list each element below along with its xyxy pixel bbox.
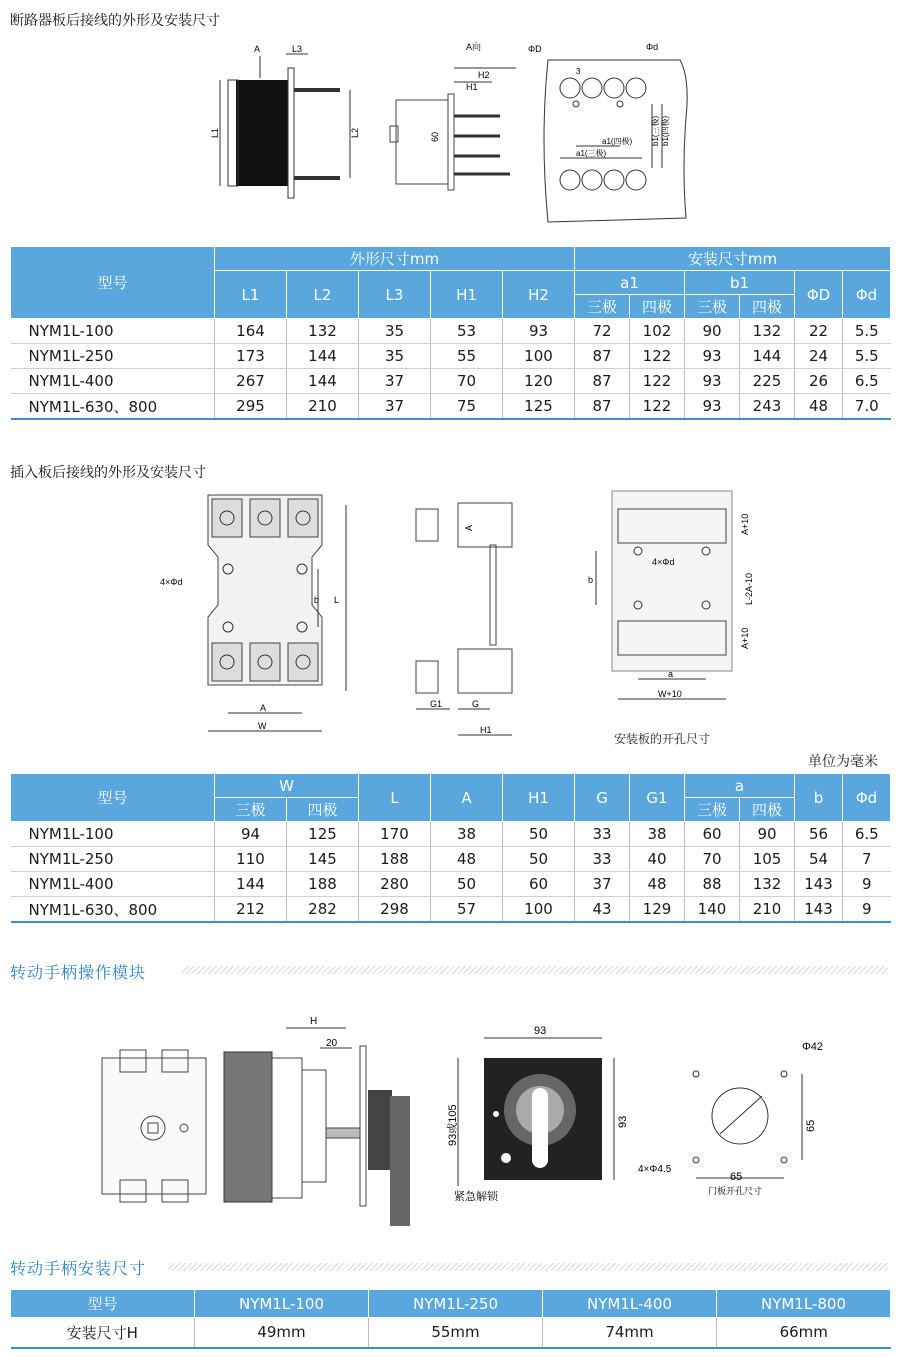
value-cell: 90 bbox=[740, 822, 795, 847]
handle-side-view bbox=[224, 1028, 410, 1226]
value-cell: 70 bbox=[685, 847, 740, 872]
handle-front-view bbox=[102, 1050, 206, 1202]
section3-title: 转动手柄操作模块 bbox=[10, 963, 147, 982]
value-cell: 93 bbox=[685, 344, 740, 369]
value-cell: 110 bbox=[215, 847, 287, 872]
label-h1: H1 bbox=[480, 725, 492, 735]
label-60: 60 bbox=[430, 131, 440, 142]
value-cell: 9 bbox=[843, 897, 891, 923]
value-cell: 144 bbox=[215, 872, 287, 897]
col-h1: H1 bbox=[431, 271, 503, 319]
value-cell: 102 bbox=[630, 319, 685, 344]
value-cell: 9 bbox=[843, 872, 891, 897]
label-a1-three: a1(三极) bbox=[576, 149, 607, 158]
value-cell: 6.5 bbox=[843, 822, 891, 847]
table-row bbox=[11, 897, 891, 923]
section4-divider bbox=[168, 1263, 888, 1271]
label-emergency: 紧急解锁 bbox=[454, 1191, 498, 1203]
model-cell: NYM1L-100 bbox=[11, 319, 215, 344]
col-nym1l-800: NYM1L-800 bbox=[717, 1290, 891, 1318]
label-20: 20 bbox=[326, 1038, 338, 1049]
value-cell: 70 bbox=[431, 369, 503, 394]
value-cell: 54 bbox=[795, 847, 843, 872]
col-a1: a1 bbox=[575, 271, 685, 295]
value-cell: 212 bbox=[215, 897, 287, 923]
value-cell: 173 bbox=[215, 344, 287, 369]
value-cell: 33 bbox=[575, 822, 630, 847]
cell-h-400: 74mm bbox=[543, 1318, 717, 1348]
value-cell: 38 bbox=[431, 822, 503, 847]
label-phi42: Φ42 bbox=[802, 1041, 824, 1053]
section2-title: 插入板后接线的外形及安装尺寸 bbox=[10, 465, 206, 481]
col-b: b bbox=[795, 774, 843, 822]
col-a1-three: 三极 bbox=[575, 295, 630, 319]
model-cell: NYM1L-630、800 bbox=[11, 897, 215, 923]
breaker-side-view bbox=[220, 54, 350, 198]
model-cell: NYM1L-100 bbox=[11, 822, 215, 847]
plug-in-drawing bbox=[150, 485, 770, 745]
value-cell: 132 bbox=[740, 319, 795, 344]
label-phi-d-big: ΦD bbox=[528, 44, 542, 54]
model-cell: NYM1L-250 bbox=[11, 344, 215, 369]
col-a-three: 三极 bbox=[685, 798, 740, 822]
label-93-or-105: 93或105 bbox=[447, 1104, 459, 1146]
col-model: 型号 bbox=[11, 774, 215, 822]
value-cell: 280 bbox=[359, 872, 431, 897]
value-cell: 48 bbox=[630, 872, 685, 897]
col-w-three: 三极 bbox=[215, 798, 287, 822]
label-a10-top: A+10 bbox=[740, 513, 750, 535]
col-b1: b1 bbox=[685, 271, 795, 295]
value-cell: 125 bbox=[287, 822, 359, 847]
section4-title: 转动手柄安装尺寸 bbox=[10, 1259, 147, 1278]
label-h: H bbox=[310, 1016, 318, 1027]
value-cell: 37 bbox=[359, 394, 431, 420]
label-b: b bbox=[314, 595, 320, 605]
value-cell: 188 bbox=[287, 872, 359, 897]
value-cell: 38 bbox=[630, 822, 685, 847]
label-g: G bbox=[472, 699, 480, 709]
col-h2: H2 bbox=[503, 271, 575, 319]
handle-panel-view bbox=[458, 1038, 614, 1186]
value-cell: 87 bbox=[575, 369, 630, 394]
label-93-side: 93 bbox=[617, 1115, 629, 1128]
col-a-four: 四极 bbox=[740, 798, 795, 822]
cell-h-100: 49mm bbox=[195, 1318, 369, 1348]
label-l1: L1 bbox=[210, 127, 220, 138]
col-w-four: 四极 bbox=[287, 798, 359, 822]
value-cell: 35 bbox=[359, 319, 431, 344]
table-row bbox=[11, 872, 891, 897]
label-b1-three: b1(三极) bbox=[651, 115, 660, 146]
col-g1: G1 bbox=[630, 774, 685, 822]
value-cell: 210 bbox=[740, 897, 795, 923]
value-cell: 144 bbox=[287, 369, 359, 394]
col-g: G bbox=[575, 774, 630, 822]
col-nym1l-250: NYM1L-250 bbox=[369, 1290, 543, 1318]
value-cell: 94 bbox=[215, 822, 287, 847]
col-l3: L3 bbox=[359, 271, 431, 319]
col-w: W bbox=[215, 774, 359, 798]
value-cell: 75 bbox=[431, 394, 503, 420]
label-65-v: 65 bbox=[805, 1119, 817, 1132]
table-row bbox=[11, 319, 891, 344]
section3-divider bbox=[182, 966, 888, 974]
label-a-cut: a bbox=[668, 669, 674, 679]
value-cell: 144 bbox=[740, 344, 795, 369]
table-row bbox=[11, 394, 891, 420]
label-3: 3 bbox=[576, 67, 581, 76]
value-cell: 7.0 bbox=[843, 394, 891, 420]
group-install: 安装尺寸mm bbox=[575, 247, 891, 271]
label-a: A bbox=[260, 703, 267, 713]
label-b-cut: b bbox=[588, 575, 594, 585]
breaker-a-view bbox=[390, 68, 516, 190]
value-cell: 143 bbox=[795, 897, 843, 923]
model-cell: NYM1L-250 bbox=[11, 847, 215, 872]
value-cell: 48 bbox=[431, 847, 503, 872]
value-cell: 40 bbox=[630, 847, 685, 872]
row-label: 安装尺寸H bbox=[11, 1318, 195, 1348]
col-model: 型号 bbox=[11, 247, 215, 319]
plug-in-table bbox=[10, 773, 891, 923]
label-a-side: A bbox=[464, 524, 474, 531]
value-cell: 105 bbox=[740, 847, 795, 872]
col-a1-four: 四极 bbox=[630, 295, 685, 319]
value-cell: 243 bbox=[740, 394, 795, 420]
rear-wiring-drawing bbox=[200, 38, 720, 238]
value-cell: 282 bbox=[287, 897, 359, 923]
value-cell: 122 bbox=[630, 369, 685, 394]
col-phi-d-small: Φd bbox=[843, 271, 891, 319]
label-93-top: 93 bbox=[534, 1025, 547, 1037]
table-row bbox=[11, 847, 891, 872]
value-cell: 60 bbox=[685, 822, 740, 847]
col-phi-d-big: ΦD bbox=[795, 271, 843, 319]
model-cell: NYM1L-400 bbox=[11, 369, 215, 394]
value-cell: 53 bbox=[431, 319, 503, 344]
label-holes-45: 4×Φ4.5 bbox=[638, 1164, 672, 1175]
group-outline: 外形尺寸mm bbox=[215, 247, 575, 271]
value-cell: 50 bbox=[431, 872, 503, 897]
value-cell: 129 bbox=[630, 897, 685, 923]
model-cell: NYM1L-400 bbox=[11, 872, 215, 897]
unit-note: 单位为毫米 bbox=[808, 754, 878, 770]
label-a-view: A向 bbox=[466, 42, 482, 52]
value-cell: 35 bbox=[359, 344, 431, 369]
value-cell: 143 bbox=[795, 872, 843, 897]
label-w: W bbox=[258, 721, 267, 731]
col-phi-d: Φd bbox=[843, 774, 891, 822]
value-cell: 225 bbox=[740, 369, 795, 394]
value-cell: 5.5 bbox=[843, 344, 891, 369]
label-a10-bot: A+10 bbox=[740, 627, 750, 649]
value-cell: 164 bbox=[215, 319, 287, 344]
value-cell: 125 bbox=[503, 394, 575, 420]
label-phi-d-small: Φd bbox=[646, 42, 659, 52]
table-row bbox=[11, 369, 891, 394]
value-cell: 210 bbox=[287, 394, 359, 420]
value-cell: 57 bbox=[431, 897, 503, 923]
label-l3: L3 bbox=[292, 44, 303, 54]
col-nym1l-400: NYM1L-400 bbox=[543, 1290, 717, 1318]
value-cell: 6.5 bbox=[843, 369, 891, 394]
value-cell: 26 bbox=[795, 369, 843, 394]
label-holes-cut: 4×Φd bbox=[652, 557, 675, 567]
value-cell: 145 bbox=[287, 847, 359, 872]
value-cell: 100 bbox=[503, 344, 575, 369]
label-g1: G1 bbox=[430, 699, 443, 709]
value-cell: 48 bbox=[795, 394, 843, 420]
label-65-h: 65 bbox=[730, 1171, 743, 1183]
value-cell: 144 bbox=[287, 344, 359, 369]
col-l1: L1 bbox=[215, 271, 287, 319]
label-a: A bbox=[254, 44, 261, 54]
value-cell: 100 bbox=[503, 897, 575, 923]
value-cell: 93 bbox=[503, 319, 575, 344]
value-cell: 87 bbox=[575, 344, 630, 369]
value-cell: 140 bbox=[685, 897, 740, 923]
value-cell: 93 bbox=[685, 369, 740, 394]
plug-in-rows bbox=[11, 822, 891, 923]
value-cell: 188 bbox=[359, 847, 431, 872]
model-cell: NYM1L-630、800 bbox=[11, 394, 215, 420]
value-cell: 93 bbox=[685, 394, 740, 420]
value-cell: 87 bbox=[575, 394, 630, 420]
plug-in-front-view bbox=[208, 495, 346, 731]
value-cell: 298 bbox=[359, 897, 431, 923]
handle-drawing bbox=[90, 1010, 850, 1232]
label-l2a: L-2A-10 bbox=[744, 572, 754, 605]
label-holes: 4×Φd bbox=[160, 577, 183, 587]
col-l: L bbox=[359, 774, 431, 822]
value-cell: 170 bbox=[359, 822, 431, 847]
value-cell: 37 bbox=[575, 872, 630, 897]
label-l2: L2 bbox=[350, 127, 360, 138]
col-model: 型号 bbox=[11, 1290, 195, 1318]
value-cell: 37 bbox=[359, 369, 431, 394]
handle-install-table bbox=[10, 1289, 891, 1349]
value-cell: 72 bbox=[575, 319, 630, 344]
value-cell: 132 bbox=[740, 872, 795, 897]
value-cell: 295 bbox=[215, 394, 287, 420]
value-cell: 267 bbox=[215, 369, 287, 394]
cell-h-250: 55mm bbox=[369, 1318, 543, 1348]
value-cell: 90 bbox=[685, 319, 740, 344]
col-b1-four: 四极 bbox=[740, 295, 795, 319]
value-cell: 88 bbox=[685, 872, 740, 897]
label-a1-four: a1(四极) bbox=[602, 137, 633, 146]
section1-title: 断路器板后接线的外形及安装尺寸 bbox=[10, 13, 220, 29]
value-cell: 55 bbox=[431, 344, 503, 369]
rear-wiring-table bbox=[10, 246, 891, 420]
value-cell: 33 bbox=[575, 847, 630, 872]
value-cell: 7 bbox=[843, 847, 891, 872]
cutout-caption: 安装板的开孔尺寸 bbox=[614, 732, 711, 746]
col-h1: H1 bbox=[503, 774, 575, 822]
col-a-cap: A bbox=[431, 774, 503, 822]
label-h2: H2 bbox=[478, 70, 490, 80]
value-cell: 50 bbox=[503, 847, 575, 872]
value-cell: 132 bbox=[287, 319, 359, 344]
value-cell: 122 bbox=[630, 344, 685, 369]
value-cell: 50 bbox=[503, 822, 575, 847]
value-cell: 122 bbox=[630, 394, 685, 420]
value-cell: 5.5 bbox=[843, 319, 891, 344]
label-w10: W+10 bbox=[658, 689, 682, 699]
value-cell: 43 bbox=[575, 897, 630, 923]
value-cell: 56 bbox=[795, 822, 843, 847]
label-l: L bbox=[334, 595, 340, 605]
label-b1-four: b1(四极) bbox=[661, 115, 670, 146]
cutout-view bbox=[596, 491, 732, 699]
col-a-small: a bbox=[685, 774, 795, 798]
label-door-cut: 门板开孔尺寸 bbox=[708, 1186, 763, 1196]
table-row bbox=[11, 344, 891, 369]
col-nym1l-100: NYM1L-100 bbox=[195, 1290, 369, 1318]
value-cell: 120 bbox=[503, 369, 575, 394]
cell-h-800: 66mm bbox=[717, 1318, 891, 1348]
rear-wiring-rows bbox=[11, 319, 891, 420]
table-row bbox=[11, 822, 891, 847]
value-cell: 60 bbox=[503, 872, 575, 897]
value-cell: 22 bbox=[795, 319, 843, 344]
value-cell: 24 bbox=[795, 344, 843, 369]
door-cutout-view bbox=[693, 1071, 802, 1178]
label-h1: H1 bbox=[466, 82, 478, 92]
col-l2: L2 bbox=[287, 271, 359, 319]
col-b1-three: 三极 bbox=[685, 295, 740, 319]
